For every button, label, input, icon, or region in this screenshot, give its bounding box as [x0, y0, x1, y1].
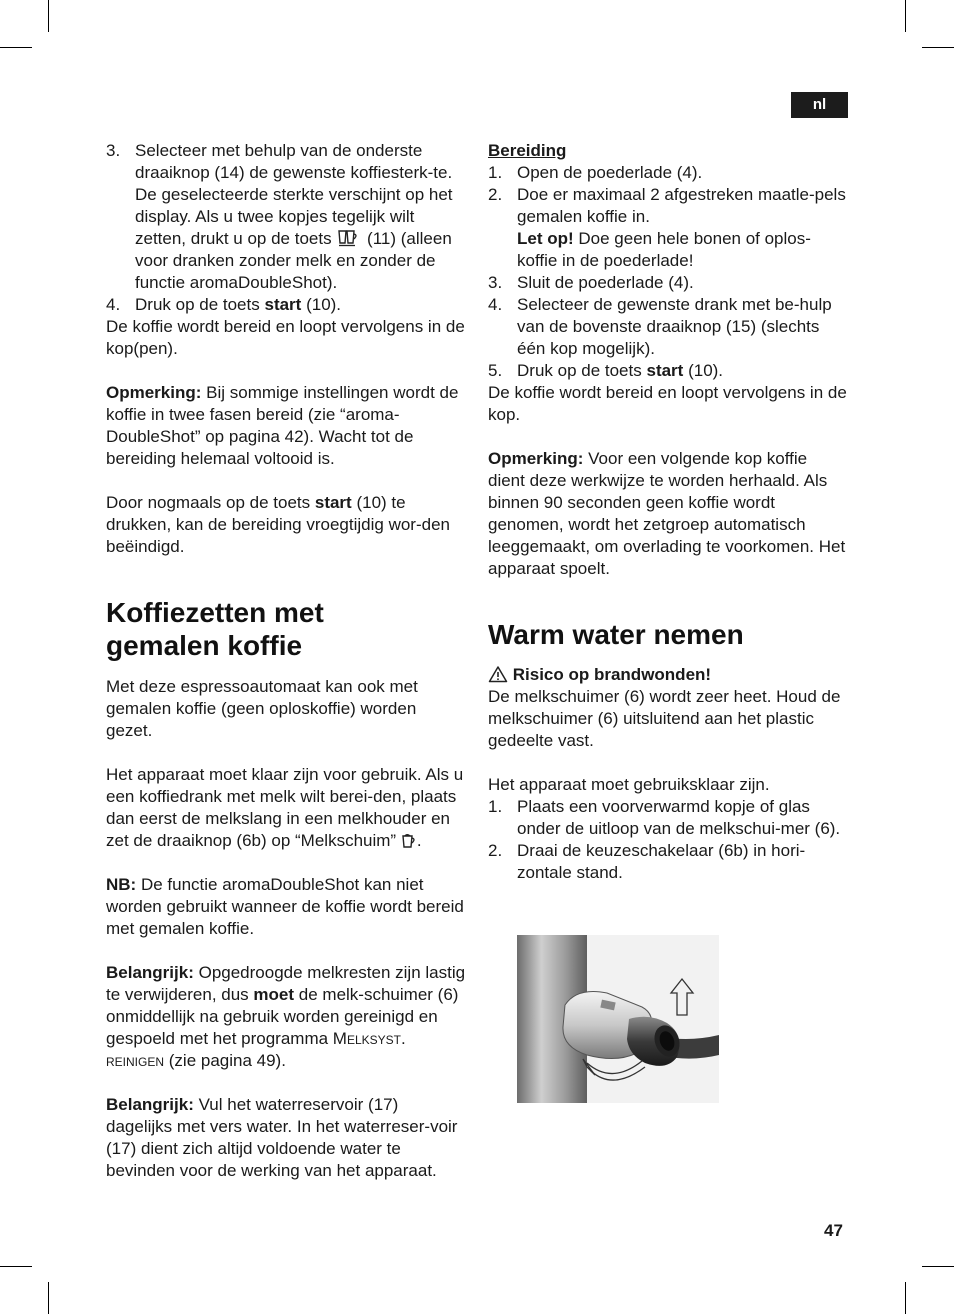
important-paragraph [106, 1094, 466, 1182]
warning-triangle-icon [488, 665, 508, 683]
risk-heading: Risico op brandwonden! [512, 665, 712, 684]
two-cups-icon [336, 229, 362, 247]
list-item [488, 184, 848, 272]
ready-text: Het apparaat moet gebruiksklaar zijn. [488, 775, 770, 794]
milk-paragraph [106, 764, 466, 852]
section-heading [106, 596, 466, 662]
steps-list [106, 140, 466, 316]
note-text: Voor een volgende kop koffie dient deze werkwijze te worden herhaald. Als binnen 90 seconden geen koffie wordt genomen, wordt het zetgroep automatisch leeggemaakt, om overlading te voorkomen. Het apparaat spoelt. [488, 449, 846, 578]
steps-list [488, 796, 848, 884]
milk-cup-icon [401, 832, 417, 849]
important-text: (zie pagina 49). [168, 1051, 286, 1070]
important-label: Belangrijk: [106, 963, 194, 982]
step-number: 2. [488, 185, 503, 204]
list-item [106, 294, 466, 316]
start-key-label: start [646, 361, 684, 380]
left-column [106, 140, 466, 1182]
stop-text: Door nogmaals op de toets [106, 493, 311, 512]
step-number: 4. [488, 295, 503, 314]
list-item [488, 360, 848, 382]
important-emphasis: moet [253, 985, 295, 1004]
page-number: 47 [824, 1221, 843, 1240]
milk-text: . [416, 831, 422, 850]
result-text: De koffie wordt bereid en loopt vervolgens in de kop(pen). [106, 317, 465, 358]
step-number: 5. [488, 361, 503, 380]
step-number: 4. [106, 295, 121, 314]
stop-paragraph [106, 492, 466, 558]
step-text: Selecteer met behulp van de onderste draaiknop (14) de gewenste koffiesterk-te. De geselecteerde sterkte verschijnt op het display. Als u twee kopjes tegelijk wilt zetten, drukt u op de toets [135, 141, 453, 248]
warning-text: Doe geen hele bonen of oplos-koffie in de poederlade! [517, 229, 811, 270]
note-label: Opmerking: [488, 449, 584, 468]
subsection-heading: Bereiding [488, 141, 567, 160]
list-item [488, 840, 848, 884]
crop-mark [48, 1282, 49, 1314]
heading-line: gemalen koffie [106, 630, 303, 661]
right-column [488, 140, 848, 884]
important-text: Opgedroogde melkresten zijn lastig te verwijderen, dus [106, 963, 466, 1004]
step-number: 2. [488, 841, 503, 860]
milk-frother-illustration [517, 935, 719, 1103]
step-text: Druk op de toets [517, 361, 642, 380]
step-text: (10). [688, 361, 724, 380]
stop-text: (10) te drukken, kan de bereiding vroegtijdig wor-den beëindigd. [106, 493, 450, 556]
step-number: 1. [488, 163, 503, 182]
list-item [488, 796, 848, 840]
step-number: 1. [488, 797, 503, 816]
intro-paragraph: Met deze espressoautomaat kan ook met gemalen koffie (geen oploskoffie) worden gezet. [106, 677, 418, 740]
step-text: Druk op de toets [135, 295, 260, 314]
crop-mark [922, 47, 954, 48]
step-text: Sluit de poederlade (4). [517, 273, 694, 292]
result-text: De koffie wordt bereid en loopt vervolgens in de kop. [488, 383, 847, 424]
step-number: 3. [488, 273, 503, 292]
step-number: 3. [106, 141, 121, 160]
milk-text: Het apparaat moet klaar zijn voor gebruik. Als u een koffiedrank met melk wilt berei-den, plaats dan eerst de melkslang in een melkhouder en zet de draaiknop (6b) op “Melkschuim” [106, 765, 464, 850]
step-text: Selecteer de gewenste drank met be-hulp van de bovenste draaiknop (15) (slechts één kop mogelijk). [517, 295, 832, 358]
steps-list [488, 162, 848, 382]
list-item [488, 162, 848, 184]
step-text: Open de poederlade (4). [517, 163, 703, 182]
list-item [488, 272, 848, 294]
crop-mark [905, 0, 906, 32]
crop-mark [48, 0, 49, 32]
note-label: Opmerking: [106, 383, 202, 402]
step-text: Doe er maximaal 2 afgestreken maatle-pels gemalen koffie in. [517, 185, 846, 226]
nb-paragraph [106, 874, 466, 940]
note-paragraph [488, 448, 848, 580]
risk-text: De melkschuimer (6) wordt zeer heet. Houd de melkschuimer (6) uitsluitend aan het plastic gedeelte vast. [488, 687, 841, 750]
list-item [106, 140, 466, 294]
section-heading: Warm water nemen [488, 619, 744, 650]
heading-line: Koffiezetten met [106, 597, 324, 628]
language-badge: nl [791, 92, 848, 118]
risk-line [488, 664, 848, 686]
warning-label: Let op! [517, 229, 574, 248]
step-text: (11) (alleen voor dranken zonder melk en zonder de functie aromaDoubleShot). [135, 229, 452, 292]
program-name: Melksyst. reinigen [106, 1029, 406, 1070]
start-key-label: start [264, 295, 302, 314]
nb-label: NB: [106, 875, 137, 894]
crop-mark [922, 1266, 954, 1267]
nb-text: De functie aromaDoubleShot kan niet worden gebruikt wanneer de koffie wordt bereid met gemalen koffie. [106, 875, 464, 938]
crop-mark [905, 1282, 906, 1314]
step-text: (10). [306, 295, 342, 314]
crop-mark [0, 47, 32, 48]
step-text: Plaats een voorverwarmd kopje of glas onder de uitloop van de melkschui-mer (6). [517, 797, 841, 838]
important-label: Belangrijk: [106, 1095, 194, 1114]
important-text: Vul het waterreservoir (17) dagelijks met vers water. In het waterreser-voir (17) dient zich altijd voldoende water te bevinden voor de werking van het apparaat. [106, 1095, 458, 1180]
list-item [488, 294, 848, 360]
note-paragraph [106, 382, 466, 470]
important-paragraph [106, 962, 466, 1072]
start-key-label: start [314, 493, 352, 512]
step-text: Draai de keuzeschakelaar (6b) in hori-zontale stand. [517, 841, 806, 882]
important-text: de melk-schuimer (6) onmiddellijk na gebruik worden gereinigd en gespoeld met het programma [106, 985, 459, 1048]
note-text: Bij sommige instellingen wordt de koffie in twee fasen bereid (zie “aroma-DoubleShot” op pagina 42). Wacht tot de bereiding helemaal voltooid is. [106, 383, 459, 468]
crop-mark [0, 1266, 32, 1267]
